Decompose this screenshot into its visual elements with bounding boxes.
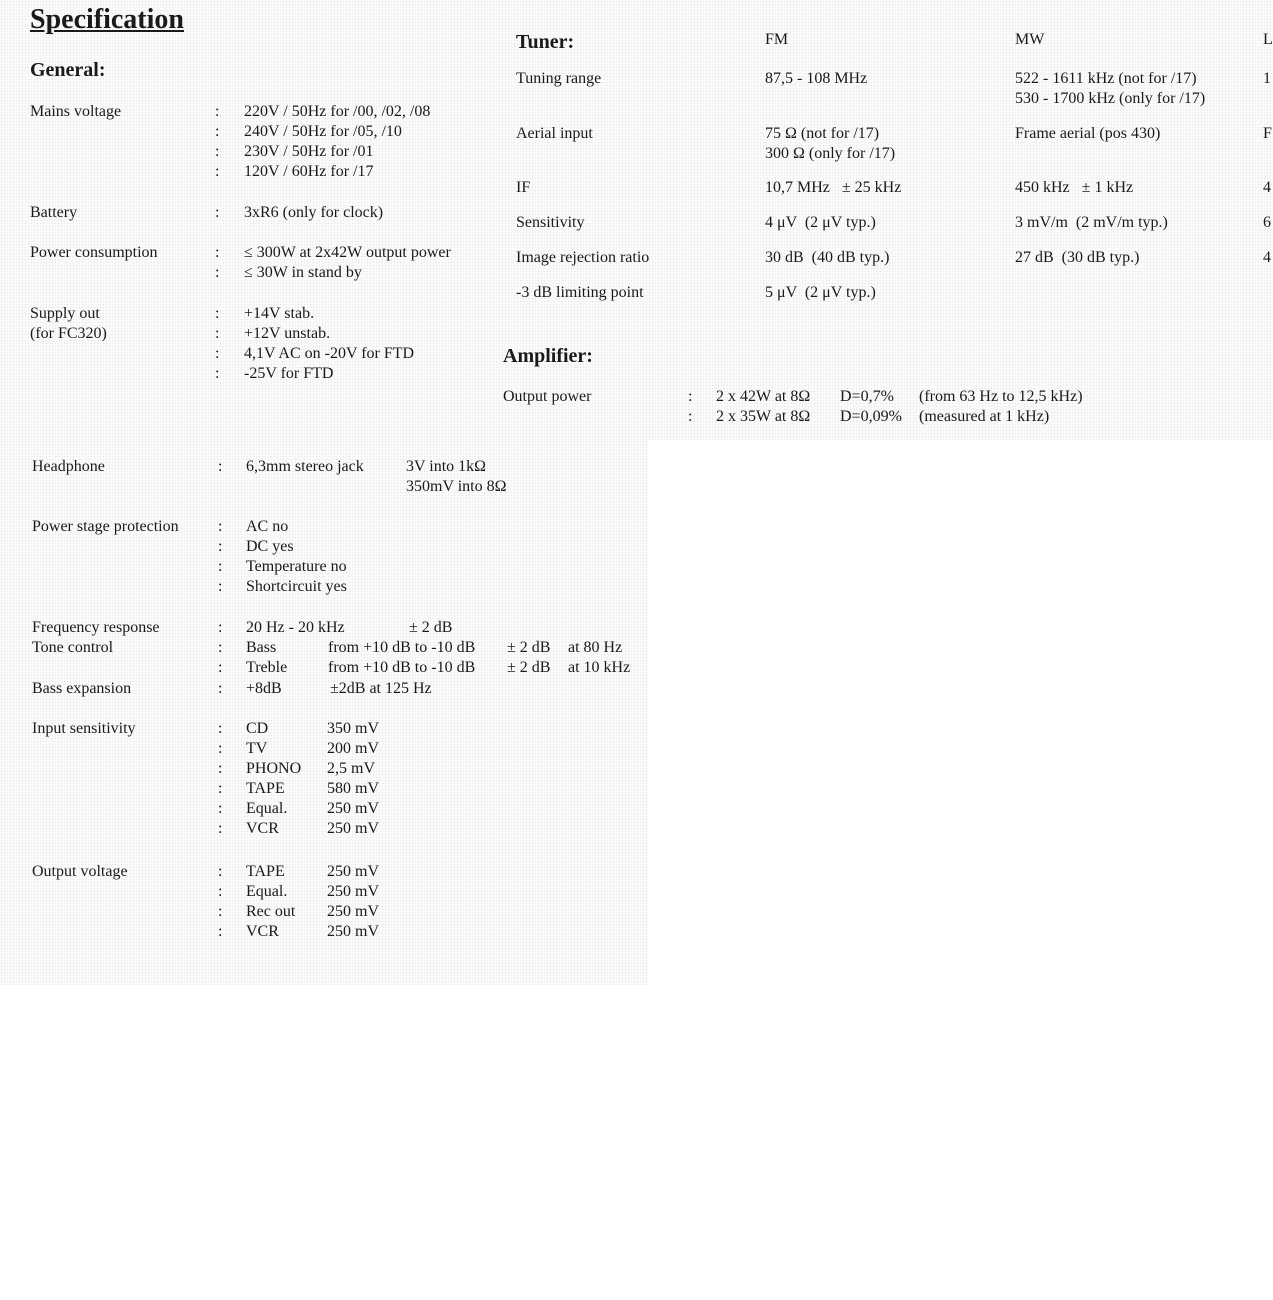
- bass-expansion-label: Bass expansion: [32, 680, 132, 697]
- bass-expansion-value: +8dB: [246, 680, 282, 697]
- if-lw: 4: [1263, 179, 1271, 196]
- tuner-heading: Tuner:: [516, 31, 575, 53]
- output-power-label: Output power: [503, 388, 592, 405]
- output-voltage-names: TAPE Equal. Rec out VCR: [246, 863, 296, 940]
- tone-control-colons: : :: [218, 639, 223, 676]
- tuning-range-fm: 87,5 - 108 MHz: [765, 70, 868, 87]
- frequency-response-tolerance: ± 2 dB: [409, 619, 453, 636]
- supply-out-label: Supply out (for FC320): [30, 305, 107, 342]
- headphone-extra: 3V into 1kΩ 350mV into 8Ω: [406, 458, 507, 495]
- if-label: IF: [516, 179, 531, 196]
- headphone-label: Headphone: [32, 458, 105, 475]
- headphone-value: 6,3mm stereo jack: [246, 458, 364, 475]
- sensitivity-label: Sensitivity: [516, 214, 585, 231]
- tone-control-label: Tone control: [32, 639, 114, 656]
- aerial-input-label: Aerial input: [516, 125, 593, 142]
- tone-control-tolerances: ± 2 dB ± 2 dB: [507, 639, 551, 676]
- mains-voltage-values: 220V / 50Hz for /00, /02, /08 240V / 50Hz for /05, /10 230V / 50Hz for /01 120V / 60Hz for /17: [244, 103, 431, 180]
- if-fm: 10,7 MHz ± 25 kHz: [765, 179, 902, 196]
- output-voltage-values: 250 mV 250 mV 250 mV 250 mV: [327, 863, 379, 940]
- power-stage-protection-values: AC no DC yes Temperature no Shortcircuit yes: [246, 518, 347, 595]
- image-rejection-label: Image rejection ratio: [516, 249, 650, 266]
- input-sensitivity-label: Input sensitivity: [32, 720, 136, 737]
- if-mw: 450 kHz ± 1 kHz: [1015, 179, 1134, 196]
- power-consumption-label: Power consumption: [30, 244, 158, 261]
- supply-out-colons: : : : :: [215, 305, 220, 382]
- frequency-response-label: Frequency response: [32, 619, 160, 636]
- band-fm-header: FM: [765, 31, 789, 48]
- band-mw-header: MW: [1015, 31, 1045, 48]
- tuning-range-lw: 1: [1263, 70, 1271, 87]
- power-consumption-values: ≤ 300W at 2x42W output power ≤ 30W in stand by: [244, 244, 451, 281]
- image-rejection-mw: 27 dB (30 dB typ.): [1015, 249, 1140, 266]
- frequency-response-value: 20 Hz - 20 kHz: [246, 619, 345, 636]
- general-heading: General:: [30, 59, 106, 81]
- output-voltage-label: Output voltage: [32, 863, 128, 880]
- page-title: Specification: [30, 4, 184, 35]
- supply-out-values: +14V stab. +12V unstab. 4,1V AC on -20V for FTD -25V for FTD: [244, 305, 415, 382]
- limiting-point-fm: 5 μV (2 μV typ.): [765, 284, 876, 301]
- aerial-input-fm: 75 Ω (not for /17) 300 Ω (only for /17): [765, 125, 896, 162]
- power-consumption-colons: : :: [215, 244, 220, 281]
- battery-label: Battery: [30, 204, 78, 221]
- tone-control-ranges: from +10 dB to -10 dB from +10 dB to -10 dB: [328, 639, 476, 676]
- amplifier-heading: Amplifier:: [503, 345, 593, 367]
- power-stage-protection-colons: : : : :: [218, 518, 223, 595]
- headphone-colon: :: [218, 458, 223, 475]
- image-rejection-fm: 30 dB (40 dB typ.): [765, 249, 890, 266]
- sensitivity-fm: 4 μV (2 μV typ.): [765, 214, 876, 231]
- input-sensitivity-names: CD TV PHONO TAPE Equal. VCR: [246, 720, 302, 837]
- frequency-response-colon: :: [218, 619, 223, 636]
- mains-voltage-label: Mains voltage: [30, 103, 122, 120]
- band-lw-header: L: [1263, 31, 1273, 48]
- mains-voltage-colons: : : : :: [215, 103, 220, 180]
- tuning-range-label: Tuning range: [516, 70, 602, 87]
- limiting-point-label: -3 dB limiting point: [516, 284, 644, 301]
- battery-colon: :: [215, 204, 220, 221]
- tone-control-names: Bass Treble: [246, 639, 288, 676]
- aerial-input-mw: Frame aerial (pos 430): [1015, 125, 1161, 142]
- tuning-range-mw: 522 - 1611 kHz (not for /17) 530 - 1700 kHz (only for /17): [1015, 70, 1206, 107]
- sensitivity-lw: 6: [1263, 214, 1271, 231]
- input-sensitivity-values: 350 mV 200 mV 2,5 mV 580 mV 250 mV 250 mV: [327, 720, 379, 837]
- output-power-values: 2 x 42W at 8Ω 2 x 35W at 8Ω: [716, 388, 811, 425]
- output-power-notes: (from 63 Hz to 12,5 kHz) (measured at 1 kHz): [919, 388, 1083, 425]
- tone-control-frequencies: at 80 Hz at 10 kHz: [568, 639, 631, 676]
- battery-value: 3xR6 (only for clock): [244, 204, 384, 221]
- power-stage-protection-label: Power stage protection: [32, 518, 179, 535]
- bass-expansion-colon: :: [218, 680, 223, 697]
- output-voltage-colons: : : : :: [218, 863, 223, 940]
- bass-expansion-detail: ±2dB at 125 Hz: [330, 680, 432, 697]
- image-rejection-lw: 4: [1263, 249, 1271, 266]
- aerial-input-lw: F: [1263, 125, 1272, 142]
- output-power-distortion: D=0,7% D=0,09%: [840, 388, 902, 425]
- sensitivity-mw: 3 mV/m (2 mV/m typ.): [1015, 214, 1168, 231]
- output-power-colons: : :: [688, 388, 693, 425]
- input-sensitivity-colons: : : : : : :: [218, 720, 223, 837]
